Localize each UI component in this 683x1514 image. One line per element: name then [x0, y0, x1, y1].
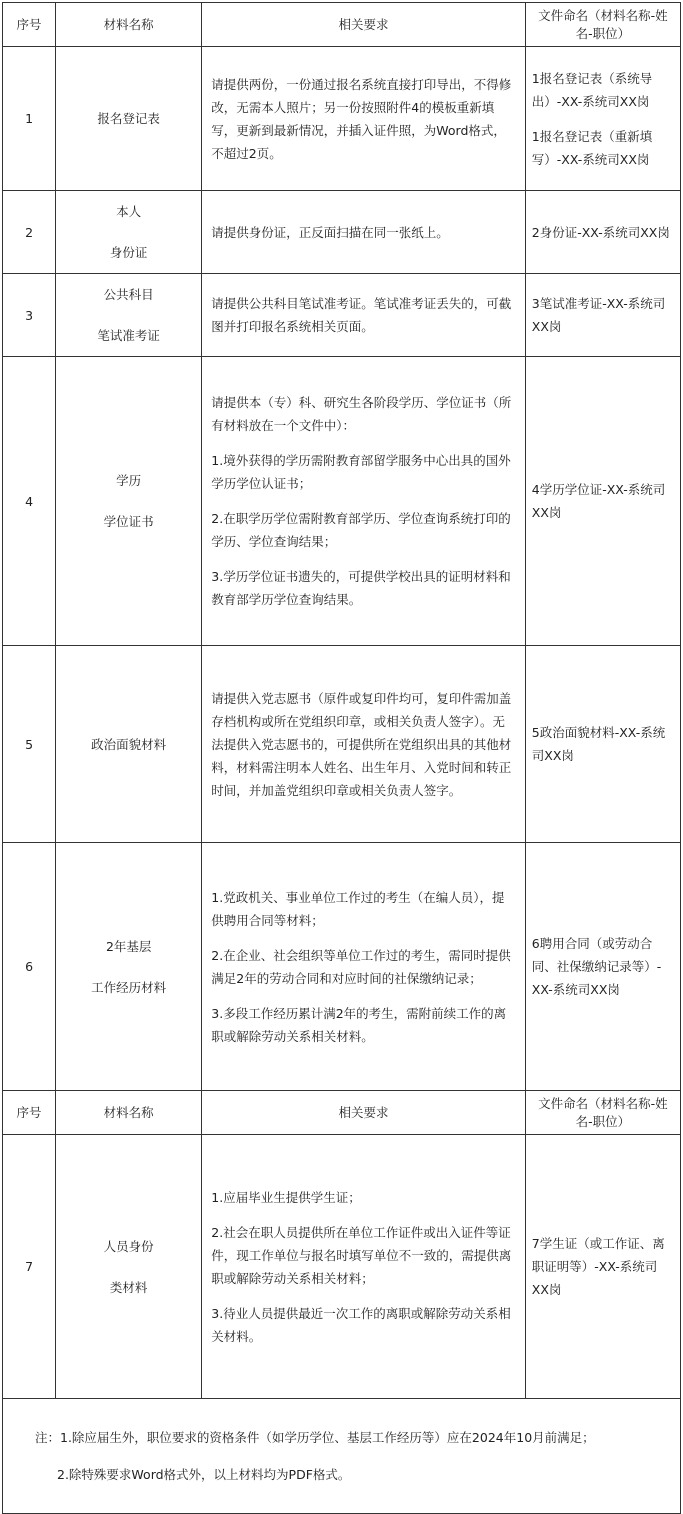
table-row	[3, 843, 681, 1091]
header-row	[3, 1091, 681, 1135]
material-name	[56, 274, 202, 357]
material-name	[56, 357, 202, 646]
requirement-paragraph: 请提供公共科目笔试准考证。笔试准考证丢失的，可截图并打印报名系统相关页面。	[211, 296, 512, 334]
header-file-naming: 文件命名（材料名称-姓名-职位）	[525, 1091, 680, 1135]
requirements	[202, 843, 525, 1091]
table-row	[3, 191, 681, 274]
file-naming	[525, 191, 680, 274]
material-name	[56, 843, 202, 1091]
notes-row	[3, 1399, 681, 1514]
file-name: 6聘用合同（或劳动合同、社保缴纳记录等）-XX-系统司XX岗	[531, 936, 662, 997]
requirement-paragraph: 1.党政机关、事业单位工作过的考生（在编人员），提供聘用合同等材料；	[211, 889, 505, 928]
material-name-line: 人员身份	[103, 1238, 154, 1254]
requirements	[202, 1135, 525, 1399]
requirement-paragraph: 3.待业人员提供最近一次工作的离职或解除劳动关系相关材料。	[211, 1305, 511, 1344]
file-naming	[525, 47, 680, 191]
requirements	[202, 274, 525, 357]
header-no: 序号	[3, 3, 56, 47]
note-text: 注：1.除应届生外，职位要求的资格条件（如学历学位、基层工作经历等）应在2024年10月前满足；	[35, 1430, 595, 1445]
requirements	[202, 191, 525, 274]
note-text: 2.除特殊要求Word格式外，以上材料均为PDF格式。	[57, 1467, 351, 1482]
file-name: 1报名登记表（系统导出）-XX-系统司XX岗	[531, 70, 653, 109]
file-name: 4学历学位证-XX-系统司XX岗	[531, 482, 666, 520]
row-number: 2	[3, 191, 56, 274]
row-number: 1	[3, 47, 56, 191]
file-naming	[525, 843, 680, 1091]
table-row	[3, 47, 681, 191]
file-naming	[525, 357, 680, 646]
table-row	[3, 1135, 681, 1399]
material-name-line: 身份证	[109, 245, 148, 260]
material-name	[56, 191, 202, 274]
header-requirements: 相关要求	[202, 3, 525, 47]
materials-table	[2, 2, 681, 1514]
requirement-paragraph: 1.应届毕业生提供学生证；	[211, 1189, 361, 1205]
requirement-paragraph: 2.在企业、社会组织等单位工作过的考生，需同时提供满足2年的劳动合同和对应时间的社保缴纳记录；	[211, 947, 511, 986]
requirement-paragraph: 3.学历学位证书遗失的，可提供学校出具的证明材料和教育部学历学位查询结果。	[211, 569, 511, 607]
requirement-paragraph: 请提供身份证，正反面扫描在同一张纸上。	[211, 224, 449, 240]
file-naming	[525, 274, 680, 357]
notes-cell	[3, 1399, 681, 1514]
file-naming	[525, 1135, 680, 1399]
requirement-paragraph: 1.境外获得的学历需附教育部留学服务中心出具的国外学历学位认证书；	[211, 453, 511, 491]
file-name: 2身份证-XX-系统司XX岗	[531, 224, 670, 240]
requirement-paragraph: 2.社会在职人员提供所在单位工作证件或出入证件等证件，现工作单位与报名时填写单位不一致的，需提供离职或解除劳动关系相关材料；	[211, 1224, 512, 1286]
material-name	[56, 47, 202, 191]
requirement-paragraph: 3.多段工作经历累计满2年的考生，需附前续工作的离职或解除劳动关系相关材料。	[211, 1005, 507, 1044]
material-name	[56, 646, 202, 843]
material-name-line: 2年基层	[105, 938, 152, 954]
requirements	[202, 646, 525, 843]
file-name: 3笔试准考证-XX-系统司XX岗	[531, 296, 666, 334]
header-file-naming: 文件命名（材料名称-姓名-职位）	[525, 3, 680, 47]
table-row	[3, 646, 681, 843]
material-name-line: 学历	[116, 473, 142, 488]
requirement-paragraph: 2.在职学历学位需附教育部学历、学位查询系统打印的学历、学位查询结果；	[211, 511, 511, 549]
file-name: 7学生证（或工作证、离职证明等）-XX-系统司XX岗	[531, 1236, 665, 1297]
table-row	[3, 357, 681, 646]
header-name: 材料名称	[56, 3, 202, 47]
material-name-line: 学位证书	[103, 514, 154, 529]
header-row	[3, 3, 681, 47]
row-number: 6	[3, 843, 56, 1091]
row-number: 3	[3, 274, 56, 357]
header-name: 材料名称	[56, 1091, 202, 1135]
material-name-line: 笔试准考证	[97, 328, 160, 343]
file-name: 5政治面貌材料-XX-系统司XX岗	[531, 725, 666, 763]
material-name-line: 报名登记表	[97, 111, 160, 126]
material-name-line: 工作经历材料	[91, 979, 167, 995]
row-number: 4	[3, 357, 56, 646]
header-requirements: 相关要求	[202, 1091, 525, 1135]
row-number: 7	[3, 1135, 56, 1399]
header-no: 序号	[3, 1091, 56, 1135]
material-name-line: 政治面貌材料	[91, 736, 167, 752]
material-name-line: 类材料	[109, 1279, 148, 1295]
material-name-line: 公共科目	[103, 287, 154, 302]
requirements	[202, 47, 525, 191]
requirement-paragraph: 请提供两份，一份通过报名系统直接打印导出，不得修改，无需本人照片；另一份按照附件4的模板重新填写，更新到最新情况，并插入证件照，为Word格式，不超过2页。	[211, 76, 512, 161]
table-row	[3, 274, 681, 357]
material-name	[56, 1135, 202, 1399]
file-name: 1报名登记表（重新填写）-XX-系统司XX岗	[531, 128, 653, 167]
file-naming	[525, 646, 680, 843]
requirements	[202, 357, 525, 646]
requirement-paragraph: 请提供本（专）科、研究生各阶段学历、学位证书（所有材料放在一个文件中）：	[211, 395, 512, 433]
row-number: 5	[3, 646, 56, 843]
requirement-paragraph: 请提供入党志愿书（原件或复印件均可，复印件需加盖存档机构或所在党组织印章，或相关负责人签字）。无法提供入党志愿书的，可提供所在党组织出具的其他材料，材料需注明本人姓名、出生年月、入党时间和转正时间，并加盖党组织印章或相关负责人签字。	[211, 690, 512, 798]
material-name-line: 本人	[116, 204, 142, 219]
